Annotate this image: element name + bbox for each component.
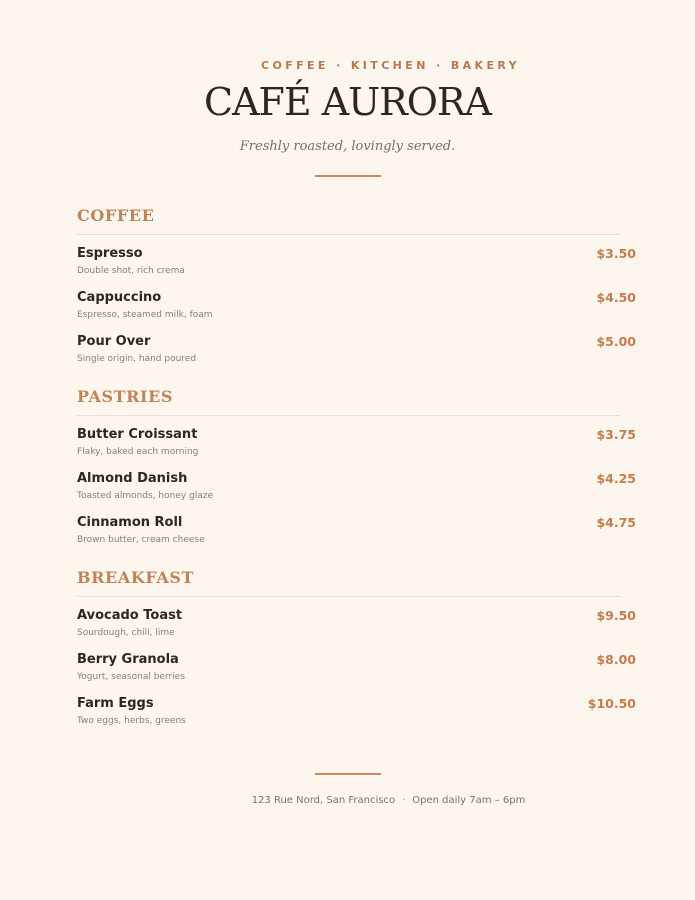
item-name: Espresso xyxy=(77,246,143,261)
menu-item-farm-eggs xyxy=(77,695,636,739)
item-description: Brown butter, cream cheese xyxy=(77,535,205,545)
menu-item-avocado-toast xyxy=(77,607,636,651)
menu-item-pour-over xyxy=(77,333,636,377)
item-price: $8.00 xyxy=(596,652,636,667)
tagline: COFFEE · KITCHEN · BAKERY xyxy=(260,59,521,72)
item-name: Farm Eggs xyxy=(77,696,154,711)
footer-rule xyxy=(315,773,381,775)
section-coffee xyxy=(77,206,636,377)
footer xyxy=(0,795,695,806)
item-price: $4.75 xyxy=(596,515,636,530)
menu-item-almond-danish xyxy=(77,470,636,514)
footer-hours: Open daily 7am – 6pm xyxy=(412,795,526,806)
item-description: Espresso, steamed milk, foam xyxy=(77,310,213,320)
item-description: Single origin, hand poured xyxy=(77,354,197,364)
item-description: Flaky, baked each morning xyxy=(77,447,199,457)
item-price: $4.25 xyxy=(596,471,636,486)
item-description: Double shot, rich crema xyxy=(77,266,185,276)
item-price: $3.50 xyxy=(596,246,636,261)
item-name: Avocado Toast xyxy=(77,608,183,623)
menu-item-butter-croissant xyxy=(77,426,636,470)
footer-separator: · xyxy=(402,795,406,806)
menu-item-cinnamon-roll xyxy=(77,514,636,558)
item-description: Toasted almonds, honey glaze xyxy=(77,491,214,501)
subtitle: Freshly roasted, lovingly served. xyxy=(239,139,456,154)
item-description: Two eggs, herbs, greens xyxy=(77,716,186,726)
page-title: CAFÉ AURORA xyxy=(204,80,491,124)
item-name: Berry Granola xyxy=(77,652,179,667)
item-description: Yogurt, seasonal berries xyxy=(77,672,185,682)
item-price: $5.00 xyxy=(596,334,636,349)
item-price: $4.50 xyxy=(596,290,636,305)
item-name: Cappuccino xyxy=(77,290,162,305)
section-title: COFFEE xyxy=(77,206,155,225)
footer-address: 123 Rue Nord, San Francisco xyxy=(251,795,396,806)
item-name: Butter Croissant xyxy=(77,427,198,442)
section-title: BREAKFAST xyxy=(77,568,195,587)
menu-item-cappuccino xyxy=(77,289,636,333)
item-price: $10.50 xyxy=(587,696,636,711)
section-title: PASTRIES xyxy=(77,387,174,406)
menu-item-espresso xyxy=(77,245,636,289)
header-rule xyxy=(315,175,381,177)
item-name: Pour Over xyxy=(77,334,151,349)
section-breakfast xyxy=(77,568,636,739)
item-description: Sourdough, chili, lime xyxy=(77,628,175,638)
menu-item-berry-granola xyxy=(77,651,636,695)
item-price: $9.50 xyxy=(596,608,636,623)
item-name: Cinnamon Roll xyxy=(77,515,183,530)
item-name: Almond Danish xyxy=(77,471,188,486)
section-pastries xyxy=(77,387,636,558)
item-price: $3.75 xyxy=(596,427,636,442)
